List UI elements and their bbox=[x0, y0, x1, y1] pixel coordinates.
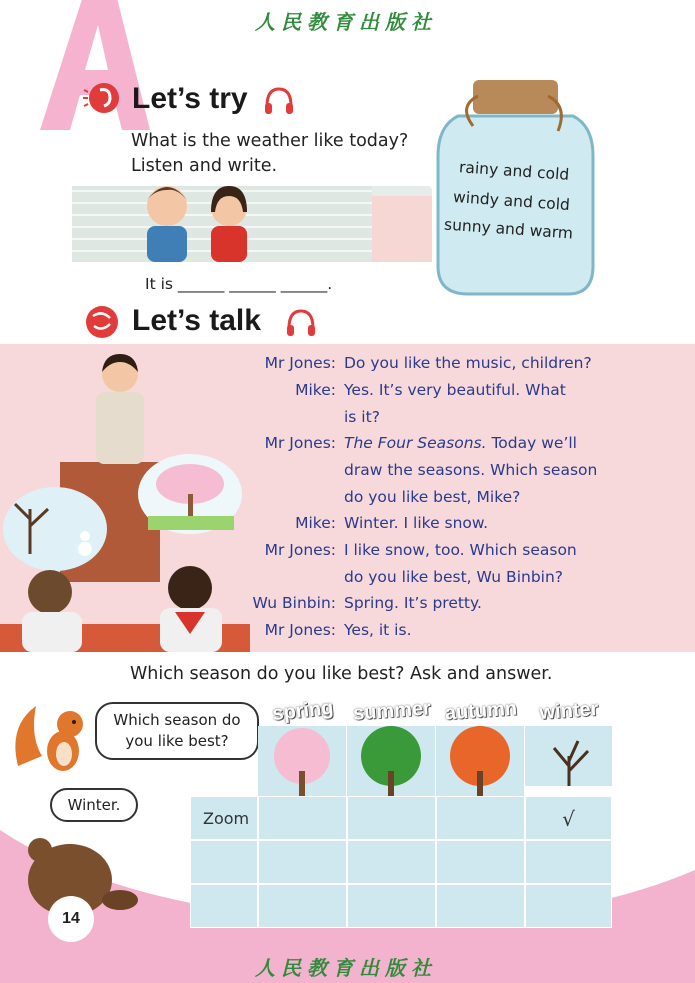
squirrel-speech-bubble: Which season do you like best? bbox=[95, 702, 259, 760]
check-mark: √ bbox=[562, 807, 575, 831]
table-row bbox=[190, 796, 612, 840]
headphone-icon[interactable] bbox=[284, 306, 318, 340]
speaker-label: Mike: bbox=[295, 514, 336, 532]
listen-icon bbox=[82, 78, 122, 118]
squirrel-illustration bbox=[8, 696, 88, 774]
try-answer-prompt: It is ______ ______ ______. bbox=[145, 275, 333, 293]
dialogue-text: do you like best, Wu Binbin? bbox=[344, 568, 564, 586]
speaker-label: Mr Jones: bbox=[264, 434, 336, 452]
headphone-icon[interactable] bbox=[262, 84, 296, 118]
table-cell[interactable] bbox=[347, 884, 436, 928]
dialogue-line bbox=[216, 408, 686, 434]
dialogue-line bbox=[216, 568, 686, 594]
dialogue-text: Yes, it is. bbox=[344, 621, 412, 639]
talk-icon bbox=[82, 302, 122, 342]
season-header-summer: summer bbox=[352, 697, 432, 725]
table-cell[interactable] bbox=[525, 796, 612, 840]
dialogue-text: Do you like the music, children? bbox=[344, 354, 592, 372]
season-header-autumn: autumn bbox=[444, 697, 518, 725]
publisher-logo-bottom: 人民教育出版社 bbox=[255, 956, 437, 980]
table-cell[interactable] bbox=[525, 884, 612, 928]
dialogue-text: Yes. It’s very beautiful. What bbox=[344, 381, 566, 399]
dialogue-line bbox=[216, 354, 686, 381]
row-name-cell[interactable] bbox=[190, 796, 258, 840]
speaker-label: Mr Jones: bbox=[264, 354, 336, 372]
row-name-cell[interactable] bbox=[190, 840, 258, 884]
table-cell[interactable] bbox=[436, 884, 525, 928]
classroom-illustration bbox=[0, 344, 250, 652]
table-cell[interactable] bbox=[258, 796, 347, 840]
season-picture-row bbox=[258, 726, 612, 796]
jar-option-1: rainy and cold bbox=[458, 158, 570, 184]
publisher-logo-top: 人民教育出版社 bbox=[255, 10, 437, 34]
table-row bbox=[190, 884, 612, 928]
dialogue-block bbox=[216, 354, 686, 648]
table-cell[interactable] bbox=[525, 840, 612, 884]
jar-option-2: windy and cold bbox=[452, 187, 571, 215]
table-cell[interactable] bbox=[347, 840, 436, 884]
season-header-winter: winter bbox=[538, 697, 600, 725]
dialogue-line bbox=[216, 434, 686, 461]
row-name-cell[interactable] bbox=[190, 884, 258, 928]
dialogue-text: The Four Seasons. Today we’ll bbox=[344, 434, 577, 452]
table-cell[interactable] bbox=[258, 884, 347, 928]
survey-instruction: Which season do you like best? Ask and answer. bbox=[130, 664, 553, 684]
try-question: What is the weather like today? bbox=[131, 131, 409, 151]
dialogue-line bbox=[216, 541, 686, 568]
table-cell[interactable] bbox=[347, 796, 436, 840]
table-cell[interactable] bbox=[258, 840, 347, 884]
dialogue-line bbox=[216, 621, 686, 648]
section-title-lets-talk: Let’s talk bbox=[132, 304, 261, 337]
speaker-label: Wu Binbin: bbox=[252, 594, 336, 612]
table-row bbox=[190, 840, 612, 884]
dialogue-text: Spring. It’s pretty. bbox=[344, 594, 482, 612]
word-jar-illustration bbox=[418, 76, 598, 298]
dialogue-line bbox=[216, 594, 686, 621]
speaker-label: Mr Jones: bbox=[264, 541, 336, 559]
jar-option-3: sunny and warm bbox=[443, 215, 574, 243]
table-cell[interactable] bbox=[436, 840, 525, 884]
table-cell[interactable] bbox=[436, 796, 525, 840]
try-instruction: Listen and write. bbox=[131, 156, 278, 176]
dialogue-line bbox=[216, 488, 686, 514]
speaker-label: Mr Jones: bbox=[264, 621, 336, 639]
dialogue-text: do you like best, Mike? bbox=[344, 488, 521, 506]
page-number: 14 bbox=[48, 896, 94, 942]
section-title-lets-try: Let’s try bbox=[132, 82, 248, 115]
dialogue-text: Winter. I like snow. bbox=[344, 514, 489, 532]
dialogue-line bbox=[216, 381, 686, 408]
speaker-label: Mike: bbox=[295, 381, 336, 399]
dialogue-line bbox=[216, 514, 686, 541]
dialogue-line bbox=[216, 461, 686, 488]
try-scene-illustration bbox=[72, 186, 432, 262]
season-header-spring: spring bbox=[271, 696, 335, 726]
survey-table bbox=[190, 796, 612, 928]
dialogue-text: I like snow, too. Which season bbox=[344, 541, 577, 559]
dialogue-text: draw the seasons. Which season bbox=[344, 461, 598, 479]
dialogue-text: is it? bbox=[344, 408, 380, 426]
row-name: Zoom bbox=[203, 809, 250, 828]
bear-speech-bubble: Winter. bbox=[50, 788, 138, 822]
